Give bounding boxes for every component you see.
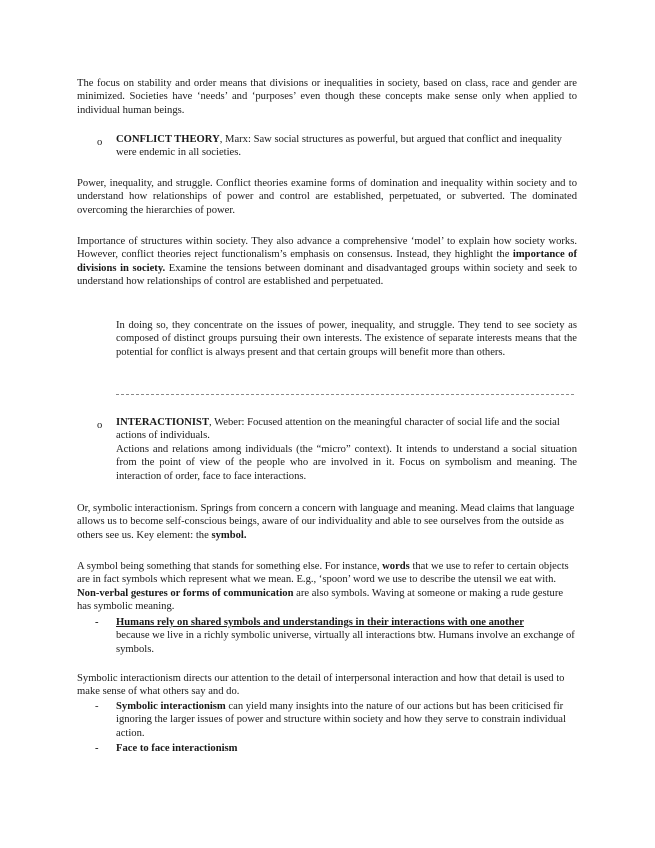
interactionist-heading: INTERACTIONIST bbox=[116, 417, 210, 428]
conflict-theory-item: CONFLICT THEORY, Marx: Saw social structures as powerful, but argued that conflict and inequality were endemic in all societies. bbox=[116, 134, 562, 159]
bullet-marker: o bbox=[97, 420, 103, 431]
list-item-symbolic-interactionism: Symbolic interactionism can yield many insights into the nature of our actions but has been criticised fir ignoring the larger issues of power and structure within society and how they serve to constrain individual action. bbox=[116, 701, 566, 739]
paragraph-interpersonal-interaction: Symbolic interactionism directs our attention to the detail of interpersonal interaction and how that detail is used to make sense of what others say and do. bbox=[77, 673, 565, 698]
conflict-theory-heading: CONFLICT THEORY bbox=[116, 134, 220, 145]
paragraph-symbol-definition: A symbol being something that stands for something else. For instance, words that we use to refer to certain objects are in fact symbols which represent what we mean. E.g., ‘spoon’ word we use to describe the utensil we eat with. Non-verbal gestures or forms of communication are also symbols. Waving at someone or making a rude gesture has symbolic meaning. bbox=[77, 561, 569, 613]
interactionist-item: INTERACTIONIST, Weber: Focused attention on the meaningful character of social life and the social actions of individuals. Actions and relations among individuals (the “micro” context). It intends to understand a social situation from the point of view of the people who are involved in it. Focus on symbolism and meaning. The interaction of order, face to face interactions. bbox=[116, 417, 577, 482]
list-dash: - bbox=[95, 743, 99, 754]
list-item-face-to-face: Face to face interactionism bbox=[116, 743, 238, 754]
bullet-marker: o bbox=[97, 137, 103, 148]
interactionist-detail: Actions and relations among individuals (the “micro” context). It intends to understand a social situation from the point of view of the people who are involved in it. Focus on symbolism and meaning. The interaction of order, face to face interactions. bbox=[116, 443, 577, 482]
list-dash: - bbox=[95, 617, 99, 628]
paragraph-power-inequality: Power, inequality, and struggle. Conflict theories examine forms of domination and inequality within society and to understand how relationships of power and control are established, perpetuated, or subverted. The dominated overcoming the hierarchies of power. bbox=[77, 178, 577, 216]
dashed-divider bbox=[116, 394, 574, 395]
list-item-shared-symbols: Humans rely on shared symbols and understandings in their interactions with one another because we live in a richly symbolic universe, virtually all interactions btw. Humans involve an exchange of symbols. bbox=[116, 617, 575, 655]
list-dash: - bbox=[95, 701, 99, 712]
indented-paragraph-power: In doing so, they concentrate on the issues of power, inequality, and struggle. They tend to see society as composed of distinct groups pursuing their own interests. The existence of separate interests means that the potential for conflict is always present and that certain groups will benefit more than others. bbox=[116, 320, 577, 358]
paragraph-structures: Importance of structures within society. They also advance a comprehensive ‘model’ to explain how society works. However, conflict theories reject functionalism’s emphasis on consensus. Instead, they highlight the importance of divisions in society. Examine the tensions between dominant and disadvantaged groups within society and seek to understand how relationships of control are established and perpetuated. bbox=[77, 236, 577, 288]
paragraph-symbolic-interactionism: Or, symbolic interactionism. Springs from concern a concern with language and meaning. Mead claims that language allows us to become self-conscious beings, aware of our individuality and able to see ourselves from the outside as others see us. Key element: the symbol. bbox=[77, 503, 575, 541]
paragraph-functionalism-stability: The focus on stability and order means that divisions or inequalities in society, based on class, race and gender are minimized. Societies have ‘needs’ and ‘purposes’ even though these concepts make sense only when applied to individual human beings. bbox=[77, 78, 577, 116]
